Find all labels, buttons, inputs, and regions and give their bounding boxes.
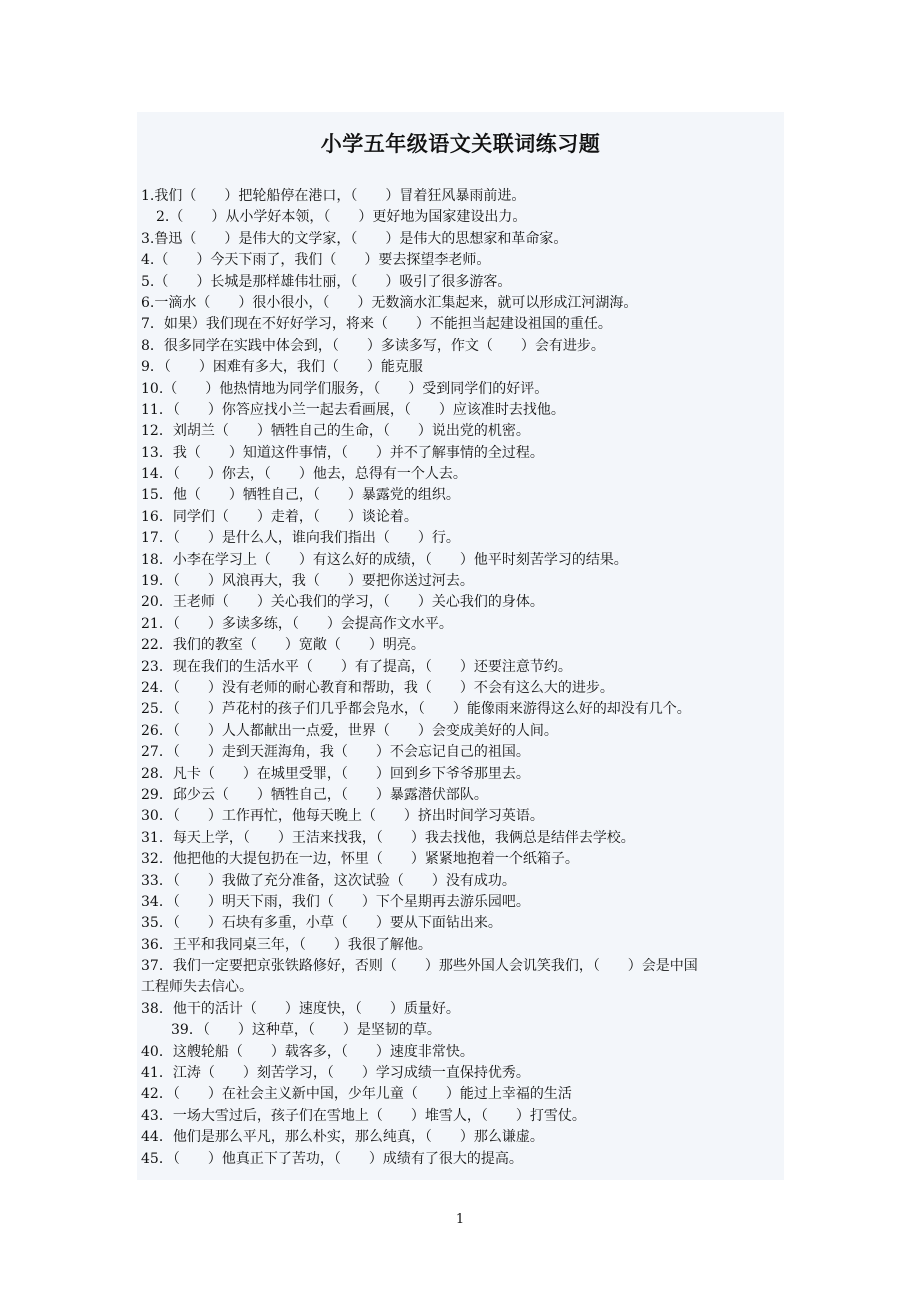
exercise-line: 8．很多同学在实践中体会到，（ ）多读多写，作文（ ）会有进步。 (141, 337, 605, 354)
exercise-line: 15．他（ ）牺牲自己，（ ）暴露党的组织。 (141, 487, 460, 504)
exercise-line: 4.（ ）今天下雨了，我们（ ）要去探望李老师。 (141, 252, 491, 269)
exercise-line: 工程师失去信心。 (141, 979, 253, 996)
exercise-line: 23．现在我们的生活水平（ ）有了提高，（ ）还要注意节约。 (141, 658, 572, 675)
exercise-line: 16．同学们（ ）走着，（ ）谈论着。 (141, 508, 418, 525)
exercise-line: 19．（ ）风浪再大，我（ ）要把你送过河去。 (141, 573, 474, 590)
exercise-line: 20．王老师（ ）关心我们的学习，（ ）关心我们的身体。 (141, 594, 544, 611)
exercise-line: 1.我们（ ）把轮船停在港口，（ ）冒着狂风暴雨前进。 (141, 188, 526, 204)
exercise-line: 3.鲁迅（ ）是伟大的文学家，（ ）是伟大的思想家和革命家。 (141, 230, 568, 247)
exercise-line: 10.（ ）他热情地为同学们服务，（ ）受到同学们的好评。 (141, 380, 549, 397)
page-number: 1 (455, 1212, 465, 1227)
exercise-line: 25．（ ）芦花村的孩子们几乎都会凫水，（ ）能像雨来游得这么好的却没有几个。 (141, 701, 691, 718)
exercise-line: 43．一场大雪过后，孩子们在雪地上（ ）堆雪人，（ ）打雪仗。 (141, 1107, 586, 1124)
exercise-line: 5.（ ）长城是那样雄伟壮丽，（ ）吸引了很多游客。 (141, 273, 512, 290)
exercise-line: 24．（ ）没有老师的耐心教育和帮助，我（ ）不会有这么大的进步。 (141, 679, 614, 696)
exercise-line: 37．我们一定要把京张铁路修好，否则（ ）那些外国人会讥笑我们，（ ）会是中国 (141, 958, 698, 975)
exercise-line: 27．（ ）走到天涯海角，我（ ）不会忘记自己的祖国。 (141, 744, 530, 761)
exercise-line: 12．刘胡兰（ ）牺牲自己的生命，（ ）说出党的机密。 (141, 423, 530, 440)
document-page (137, 112, 784, 1180)
exercise-line: 7．如果）我们现在不好好学习，将来（ ）不能担当起建设祖国的重任。 (141, 316, 612, 333)
exercise-line: 34．（ ）明天下雨，我们（ ）下个星期再去游乐园吧。 (141, 893, 530, 910)
exercise-line: 6.一滴水（ ）很小很小，（ ）无数滴水汇集起来，就可以形成江河湖海。 (141, 294, 638, 311)
exercise-line: 45．（ ）他真正下了苦功，（ ）成绩有了很大的提高。 (141, 1150, 523, 1167)
exercise-line: 42．（ ）在社会主义新中国，少年儿童（ ）能过上幸福的生活 (141, 1086, 572, 1103)
exercise-list (141, 186, 801, 1170)
exercise-line: 18．小李在学习上（ ）有这么好的成绩，（ ）他平时刻苦学习的结果。 (141, 551, 628, 568)
exercise-line: 13．我（ ）知道这件事情，（ ）并不了解事情的全过程。 (141, 444, 544, 461)
exercise-line: 14．（ ）你去，（ ）他去，总得有一个人去。 (141, 466, 467, 483)
exercise-line: 29．邱少云（ ）牺牲自己，（ ）暴露潜伏部队。 (141, 786, 488, 803)
exercise-line: 11．（ ）你答应找小兰一起去看画展，（ ）应该准时去找他。 (141, 401, 565, 418)
exercise-line: 21．（ ）多读多练，（ ）会提高作文水平。 (141, 615, 453, 632)
exercise-line: 9．（ ）困难有多大，我们（ ）能克服 (141, 359, 423, 376)
exercise-line: 22．我们的教室（ ）宽敞（ ）明亮。 (141, 637, 425, 654)
exercise-line: 35．（ ）石块有多重，小草（ ）要从下面钻出来。 (141, 915, 502, 932)
exercise-line: 38．他干的活计（ ）速度快，（ ）质量好。 (141, 1000, 460, 1017)
exercise-line: 28．凡卡（ ）在城里受罪，（ ）回到乡下爷爷那里去。 (141, 765, 530, 782)
exercise-line: 33．（ ）我做了充分准备，这次试验（ ）没有成功。 (141, 872, 516, 889)
exercise-line: 17．（ ）是什么人，谁向我们指出（ ）行。 (141, 530, 460, 547)
exercise-line: 39．（ ）这种草，（ ）是坚韧的草。 (171, 1022, 441, 1039)
exercise-line: 30．（ ）工作再忙，他每天晚上（ ）挤出时间学习英语。 (141, 808, 544, 825)
exercise-line: 31．每天上学，（ ）王洁来找我，（ ）我去找他，我俩总是结伴去学校。 (141, 829, 635, 846)
exercise-line: 44．他们是那么平凡，那么朴实，那么纯真，（ ）那么谦虚。 (141, 1129, 544, 1146)
exercise-line: 32．他把他的大提包扔在一边，怀里（ ）紧紧地抱着一个纸箱子。 (141, 851, 579, 868)
exercise-line: 41．江涛（ ）刻苦学习，（ ）学习成绩一直保持优秀。 (141, 1065, 530, 1082)
exercise-line: 2.（ ）从小学好本领，（ ）更好地为国家建设出力。 (156, 209, 527, 226)
exercise-line: 26．（ ）人人都献出一点爱，世界（ ）会变成美好的人间。 (141, 722, 558, 739)
exercise-line: 36．王平和我同桌三年，（ ）我很了解他。 (141, 936, 432, 953)
document-title: 小学五年级语文关联词练习题 (320, 131, 601, 156)
exercise-line: 40．这艘轮船（ ）载客多，（ ）速度非常快。 (141, 1043, 474, 1060)
